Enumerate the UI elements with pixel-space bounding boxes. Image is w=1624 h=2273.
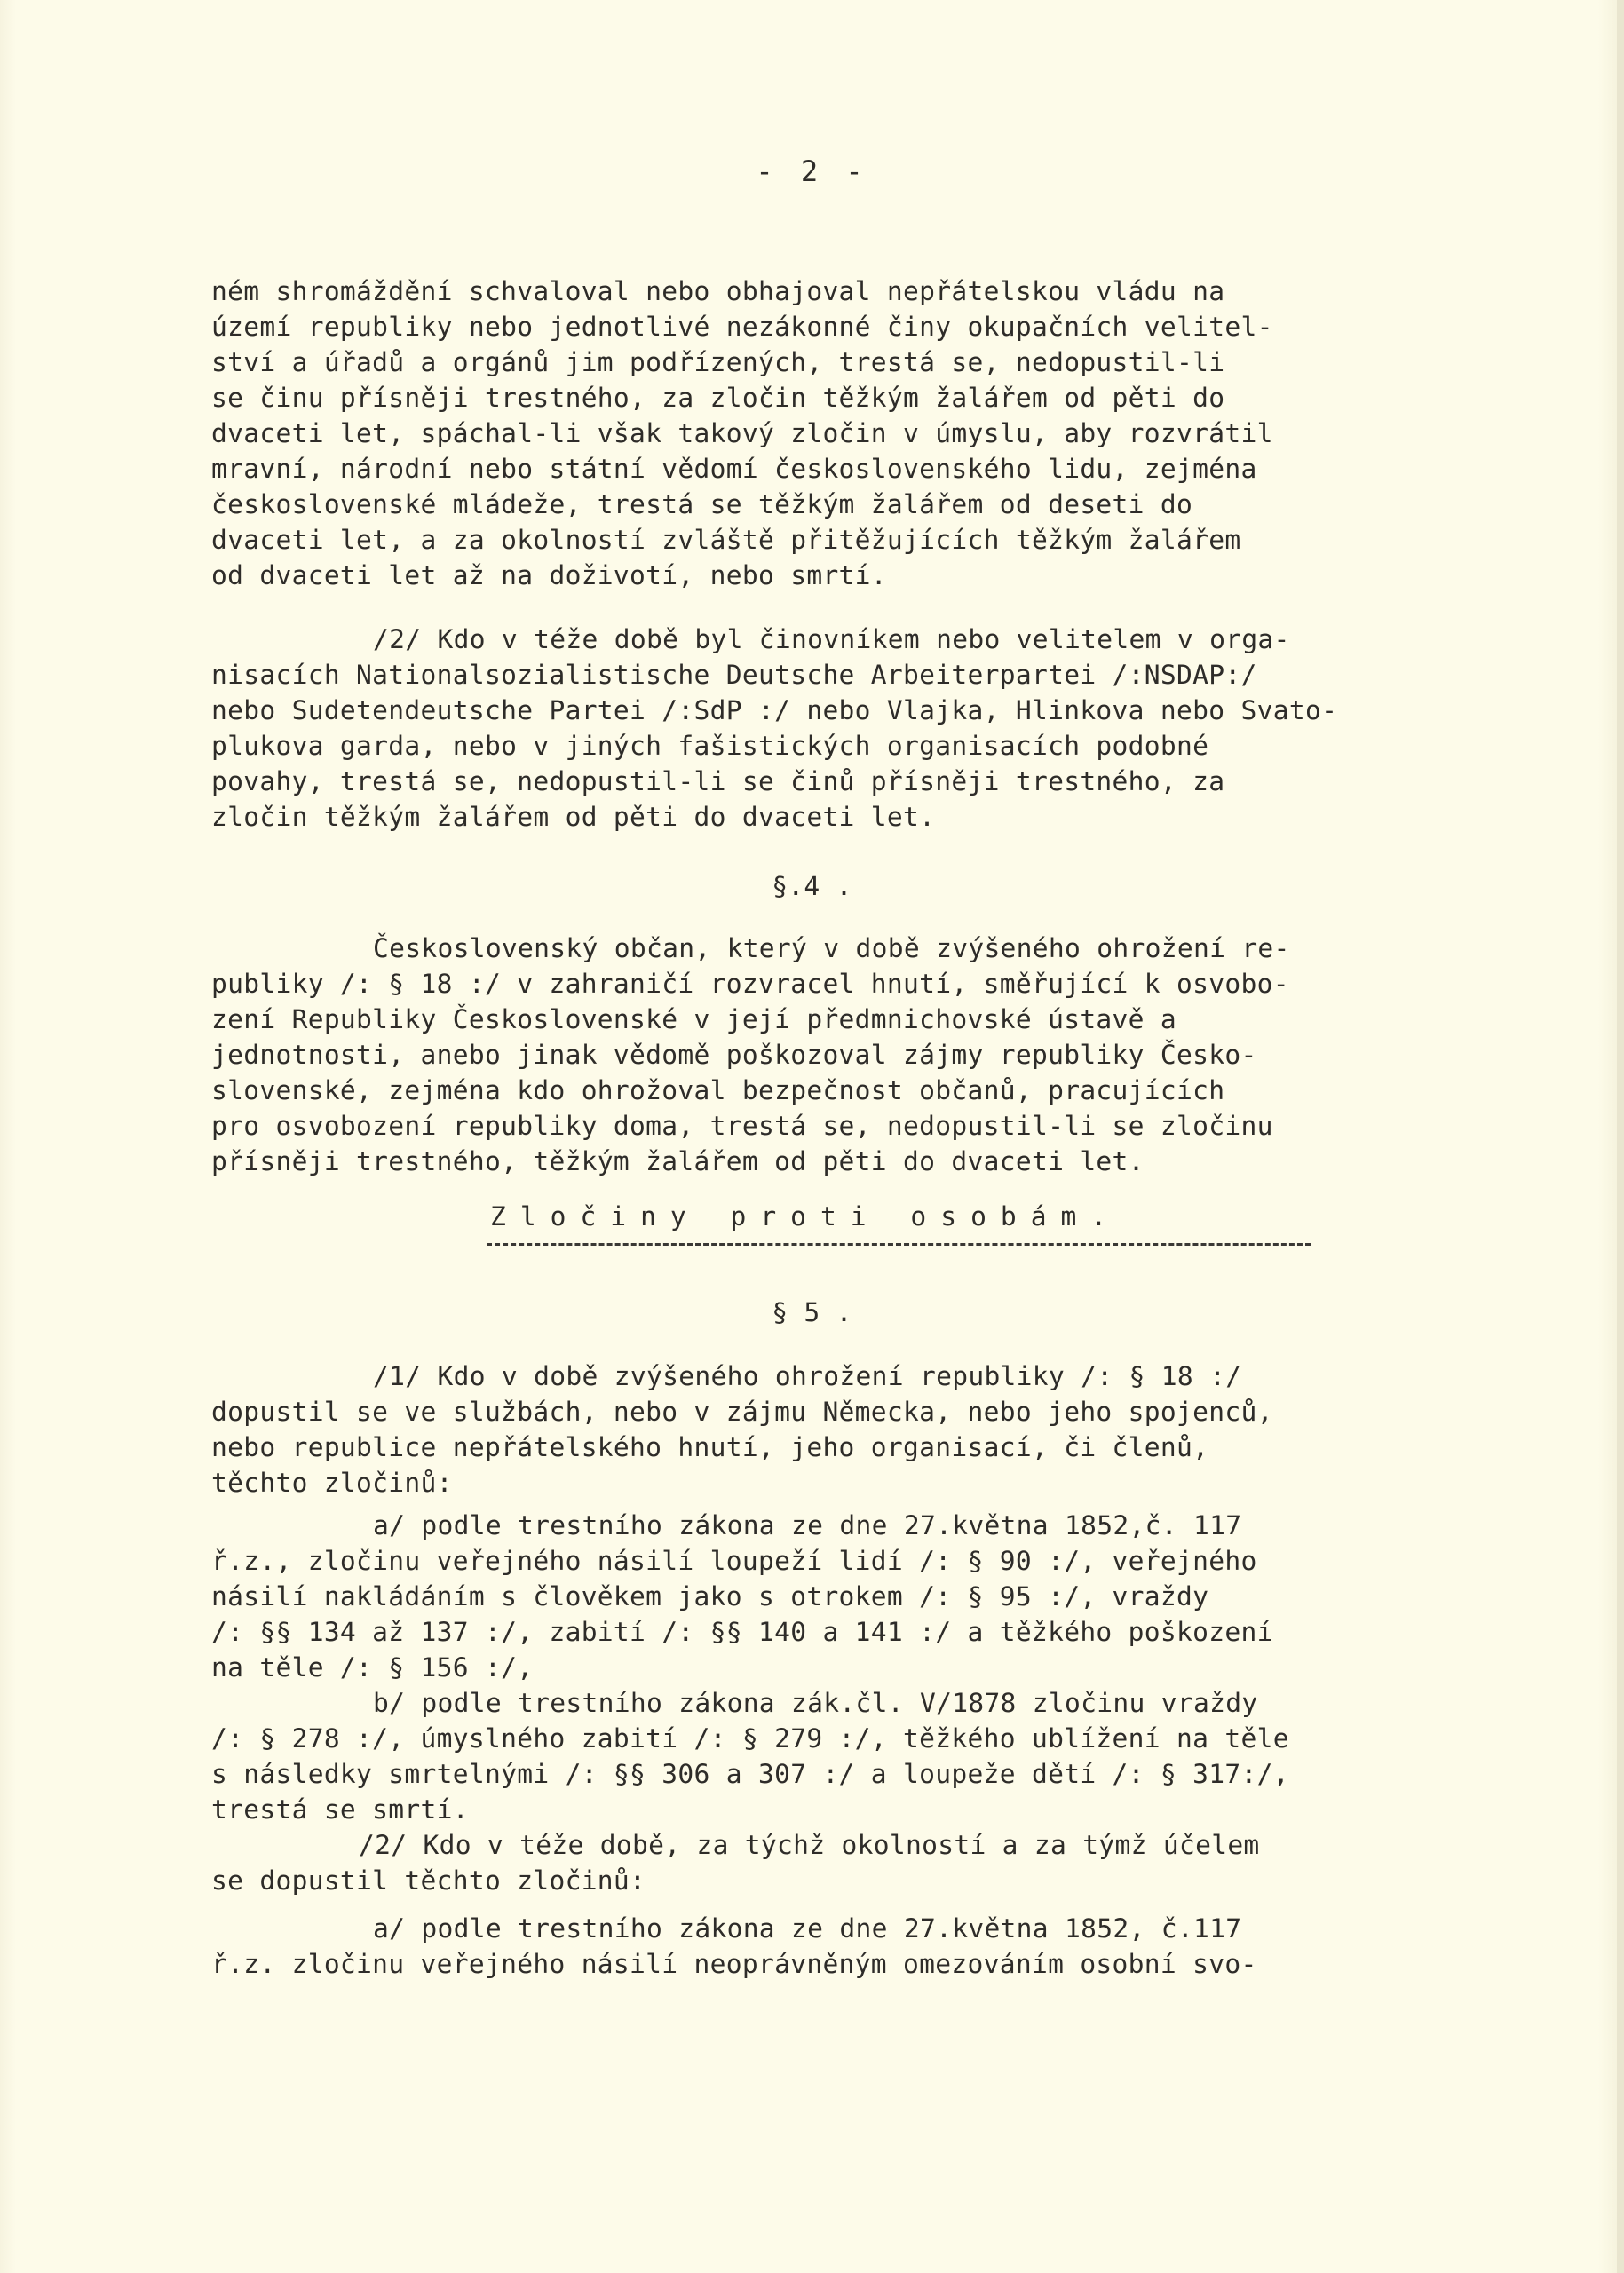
text-line: jednotnosti, anebo jinak vědomě poškozoval zájmy republiky Česko- bbox=[211, 1040, 1257, 1070]
text-line: povahy, trestá se, nedopustil-li se činů přísněji trestného, za bbox=[211, 766, 1225, 796]
text-line: pro osvobození republiky doma, trestá se, nedopustil-li se zločinu bbox=[211, 1111, 1273, 1141]
page-edge bbox=[1617, 0, 1624, 2273]
text-line: ství a úřadů a orgánů jim podřízených, trestá se, nedopustil-li bbox=[211, 347, 1225, 377]
text-line: mravní, národní nebo státní vědomí československého lidu, zejména bbox=[211, 454, 1257, 484]
text-line: a/ podle trestního zákona ze dne 27.května 1852,č. 117 bbox=[373, 1510, 1242, 1540]
text-line: zení Republiky Československé v její předmnichovské ústavě a bbox=[211, 1004, 1177, 1034]
text-line: Československý občan, který v době zvýšeného ohrožení re- bbox=[373, 933, 1290, 963]
text-line: dvaceti let, a za okolností zvláště přitěžujících těžkým žalářem bbox=[211, 525, 1241, 555]
text-line: nebo republice nepřátelského hnutí, jeho organisací, či členů, bbox=[211, 1432, 1209, 1462]
text-line: násilí nakládáním s člověkem jako s otrokem /: § 95 :/, vraždy bbox=[211, 1581, 1209, 1612]
text-line: /2/ Kdo v téže době byl činovníkem nebo velitelem v orga- bbox=[373, 624, 1290, 654]
text-line: přísněji trestného, těžkým žalářem od pěti do dvaceti let. bbox=[211, 1146, 1145, 1176]
chapter-heading: Zločiny proti osobám. bbox=[490, 1201, 1121, 1232]
text-line: s následky smrtelnými /: §§ 306 a 307 :/ a loupeže dětí /: § 317:/, bbox=[211, 1759, 1289, 1789]
text-line: /: §§ 134 až 137 :/, zabití /: §§ 140 a 141 :/ a těžkého poškození bbox=[211, 1617, 1273, 1647]
text-line: těchto zločinů: bbox=[211, 1468, 453, 1498]
text-line: se dopustil těchto zločinů: bbox=[211, 1865, 646, 1896]
text-line: ném shromáždění schvaloval nebo obhajoval nepřátelskou vládu na bbox=[211, 276, 1225, 306]
text-line: /: § 278 :/, úmyslného zabití /: § 279 :/, těžkého ublížení na těle bbox=[211, 1723, 1289, 1754]
text-line: b/ podle trestního zákona zák.čl. V/1878 zločinu vraždy bbox=[373, 1688, 1258, 1718]
text-line: publiky /: § 18 :/ v zahraničí rozvracel hnutí, směřující k osvobo- bbox=[211, 969, 1289, 999]
text-line: od dvaceti let až na doživotí, nebo smrtí. bbox=[211, 560, 887, 590]
text-line: území republiky nebo jednotlivé nezákonné činy okupačních velitel- bbox=[211, 312, 1273, 342]
text-line: na těle /: § 156 :/, bbox=[211, 1652, 534, 1683]
text-line: československé mládeže, trestá se těžkým žalářem od deseti do bbox=[211, 489, 1193, 519]
section-heading: §.4 . bbox=[772, 871, 852, 901]
text-line: ř.z., zločinu veřejného násilí loupeží lidí /: § 90 :/, veřejného bbox=[211, 1546, 1257, 1576]
text-line: zločin těžkým žalářem od pěti do dvaceti let. bbox=[211, 802, 936, 832]
heading-underline bbox=[487, 1243, 1311, 1246]
text-line: slovenské, zejména kdo ohrožoval bezpečnost občanů, pracujících bbox=[211, 1075, 1225, 1105]
text-line: plukova garda, nebo v jiných fašistických organisacích podobné bbox=[211, 731, 1209, 761]
page-number: - 2 - bbox=[756, 154, 868, 188]
text-line: dvaceti let, spáchal-li však takový zločin v úmyslu, aby rozvrátil bbox=[211, 418, 1273, 448]
text-line: a/ podle trestního zákona ze dne 27.května 1852, č.117 bbox=[373, 1913, 1242, 1944]
text-line: se činu přísněji trestného, za zločin těžkým žalářem od pěti do bbox=[211, 383, 1225, 413]
text-line: dopustil se ve službách, nebo v zájmu Německa, nebo jeho spojenců, bbox=[211, 1397, 1273, 1427]
text-line: ř.z. zločinu veřejného násilí neoprávněným omezováním osobní svo- bbox=[211, 1949, 1257, 1979]
section-heading: § 5 . bbox=[772, 1297, 852, 1327]
text-line: /2/ Kdo v téže době, za týchž okolností a za týmž účelem bbox=[359, 1830, 1260, 1860]
text-line: trestá se smrtí. bbox=[211, 1794, 469, 1825]
text-line: nisacích Nationalsozialistische Deutsche Arbeiterpartei /:NSDAP:/ bbox=[211, 660, 1257, 690]
text-line: /1/ Kdo v době zvýšeného ohrožení republiky /: § 18 :/ bbox=[373, 1361, 1242, 1391]
text-line: nebo Sudetendeutsche Partei /:SdP :/ nebo Vlajka, Hlinkova nebo Svato- bbox=[211, 695, 1338, 725]
